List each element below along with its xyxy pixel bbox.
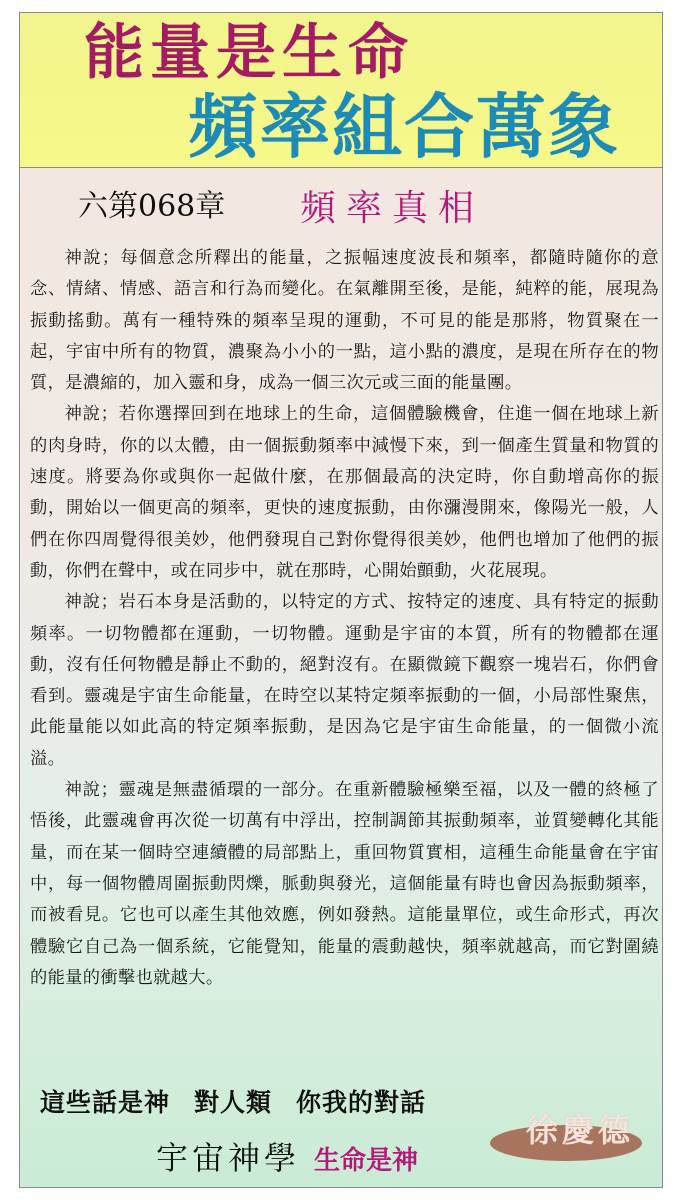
article-body [30,243,659,994]
paragraph: 神說；若你選擇回到在地球上的生命，這個體驗機會，住進一個在地球上新的肉身時，你的以太體，由一個振動頻率中減慢下來，到一個產生質量和物質的速度。將要為你或與你一起做什麼，在那個最高的決定時，你自動增高你的振動，開始以一個更高的頻率，更快的速度振動，由你瀰漫開來，像陽光一般，人們在你四周覺得很美妙，他們發現自己對你覺得很美妙，他們也增加了他們的振動，你們在聲中，或在同步中，就在那時，心開始顫動，火花展現。 [30,404,659,581]
paragraph: 神說；靈魂是無盡循環的一部分。在重新體驗極樂至福，以及一體的終極了悟後，此靈魂會再次從一切萬有中浮出，控制調節其振動頻率，並質變轉化其能量，而在某一個時空連續體的局部點上，重回物質實相，這種生命能量會在宇宙中，每一個物體周圍振動閃爍，脈動與發光，這個能量有時也會因為振動頻率，而被看見。它也可以產生其他效應，例如發熱。這能量單位，或生命形式，再次體驗它自己為一個系統，它能覺知，能量的震動越快，頻率就越高，而它對圍繞的能量的衝擊也就越大。 [30,780,659,988]
tagline-part: 你我的對話 [296,1088,427,1117]
header-title: 能量是生命 [84,18,414,88]
brand-slogan: 生命是神 [314,1146,419,1176]
footer-brand-line [156,1133,418,1179]
header-subtitle: 頻率組合萬象 [188,85,620,168]
author-name: 徐慶德 [526,1111,635,1149]
tagline-part: 對人類 [194,1088,273,1117]
footer-tagline [40,1083,450,1119]
paragraph: 神說；每個意念所釋出的能量，之振幅速度波長和頻率，都隨時隨你的意念、情緒、情感、語言和行為而變化。在氣離開至後，是能，純粹的能，展現為振動搖動。萬有一種特殊的頻率呈現的運動，不可見的能是那將，物質聚在一起，宇宙中所有的物質，濃聚為小小的一點，這小點的濃度，是現在所存在的物質，是濃縮的，加入靈和身，成為一個三次元或三面的能量團。 [30,248,659,394]
chapter-number: 六第068章 [78,189,226,224]
poster-page [19,12,663,1188]
brand-name: 宇宙神學 [156,1139,301,1177]
chapter-title: 頻率真相 [300,188,485,229]
tagline-part: 這些話是神 [40,1088,171,1117]
paragraph: 神說；岩石本身是活動的，以特定的方式、按特定的速度、具有特定的振動頻率。一切物體都在運動，一切物體。運動是宇宙的本質，所有的物體都在運動，沒有任何物體是靜止不動的，絕對沒有。在顯微鏡下觀察一塊岩石，你們會看到。靈魂是宇宙生命能量，在時空以某特定頻率振動的一個，小局部性聚焦，此能量能以如此高的特定頻率振動，是因為它是宇宙生命能量，的一個微小流溢。 [30,592,659,769]
header-banner [20,13,662,168]
